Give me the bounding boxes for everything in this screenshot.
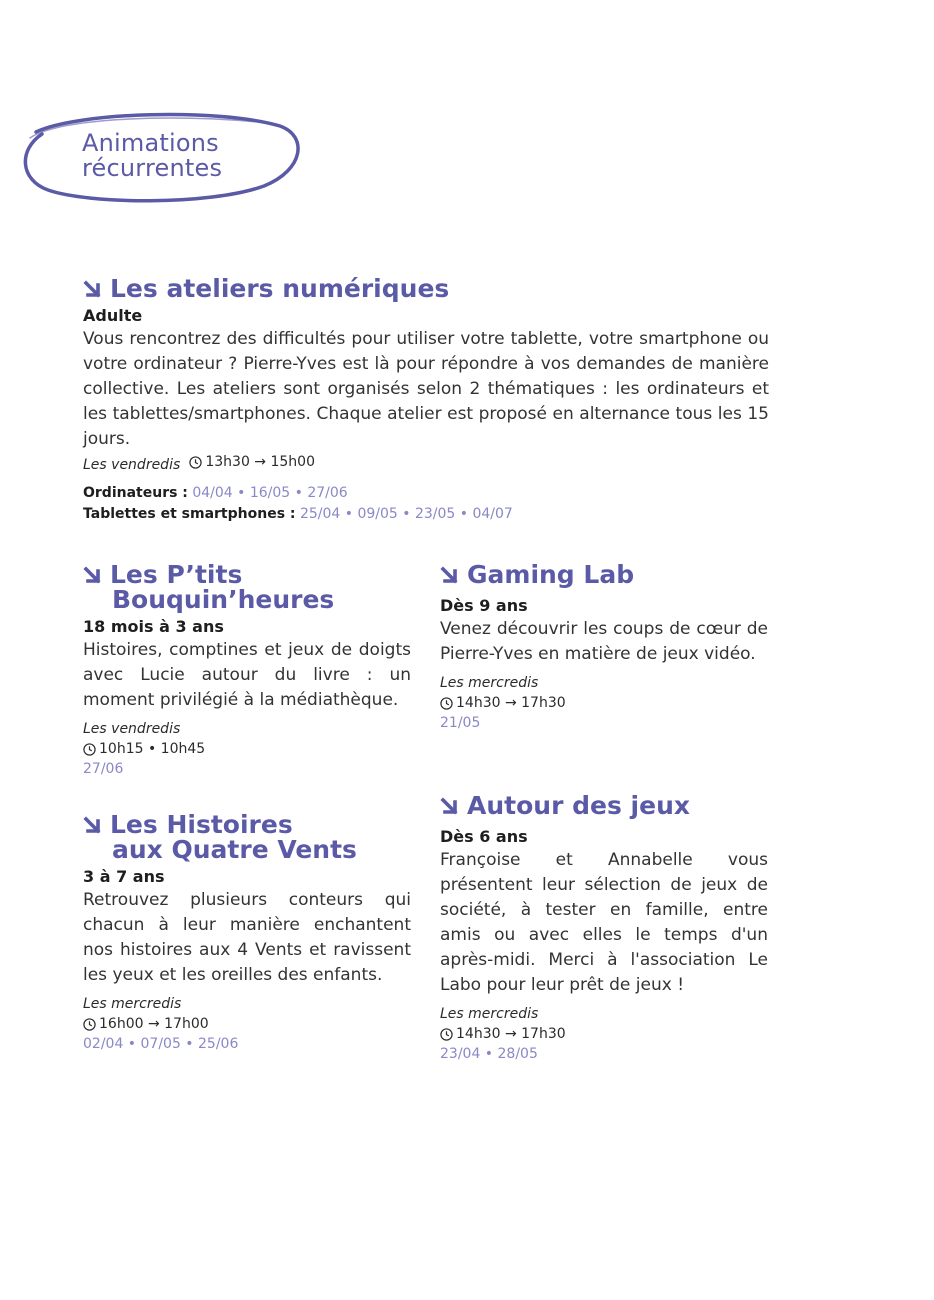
- arrow-down-right-icon: [83, 280, 103, 300]
- section-gaming-lab: [440, 562, 768, 734]
- section-ateliers-numeriques: [83, 276, 769, 525]
- description: Histoires, comptines et jeux de doigts avec Lucie autour du livre : un moment privilégié à la médiathèque.: [83, 640, 411, 710]
- section-histoires-quatre-vents: [83, 812, 411, 1055]
- description: Françoise et Annabelle vous présentent leur sélection de jeux de société, à tester en famille, entre amis ou avec elles le temps d'un après-midi. Merci à l'association Le Labo pour leur prêt de jeux !: [440, 850, 768, 995]
- schedule-day: Les mercredis: [440, 1006, 539, 1022]
- schedule-time: [189, 452, 315, 472]
- description: Retrouvez plusieurs conteurs qui chacun à leur manière enchantent nos histoires aux 4 Vents et ravissent les yeux et les oreilles des enfants.: [83, 890, 411, 985]
- schedule-day: Les mercredis: [440, 675, 539, 691]
- clock-icon: [189, 456, 202, 469]
- row-dates: 25/04 • 09/05 • 23/05 • 04/07: [299, 505, 513, 522]
- title-line-2: aux Quatre Vents: [112, 835, 357, 864]
- arrow-down-right-icon: [440, 797, 460, 817]
- schedule-time: [440, 1024, 768, 1044]
- clock-icon: [83, 1018, 96, 1031]
- badge-line-2: récurrentes: [82, 154, 223, 182]
- row-label: Tablettes et smartphones :: [83, 505, 296, 522]
- time-text: 13h30 → 15h00: [205, 454, 315, 470]
- dates-row-ordinateurs: [83, 483, 769, 504]
- time-text: 14h30 → 17h30: [456, 1026, 566, 1042]
- section-title: [83, 812, 411, 862]
- title-line-2: Bouquin’heures: [112, 585, 335, 614]
- title-text: Gaming Lab: [467, 560, 635, 589]
- dates: 02/04 • 07/05 • 25/06: [83, 1036, 239, 1052]
- description: Vous rencontrez des difficultés pour utiliser votre tablette, votre smartphone ou votre ordinateur ? Pierre-Yves est là pour répondre à vos demandes de manière collective. Les ateliers sont organisés selon 2 thématiques : les ordinateurs et les tablettes/smartphones. Chaque atelier est proposé en alternance tous les 15 jours.: [83, 329, 769, 449]
- dates-row-tablettes: [83, 504, 769, 525]
- title-line-1: Les Histoires: [110, 810, 293, 839]
- time-text: 16h00 → 17h00: [99, 1016, 209, 1032]
- schedule-day: Les vendredis: [83, 721, 181, 737]
- clock-icon: [83, 743, 96, 756]
- dates: 21/05: [440, 715, 481, 731]
- section-title: [440, 793, 768, 818]
- description: Venez découvrir les coups de cœur de Pierre-Yves en matière de jeux vidéo.: [440, 619, 768, 664]
- schedule-day: Les vendredis: [83, 456, 181, 473]
- time-text: 10h15 • 10h45: [99, 741, 206, 757]
- section-title: [440, 562, 768, 587]
- section-ptits-bouquinheures: [83, 562, 411, 780]
- dates: 23/04 • 28/05: [440, 1046, 538, 1062]
- section-title: [83, 562, 411, 612]
- badge-title: [82, 131, 222, 181]
- schedule-time: [83, 739, 411, 759]
- arrow-down-right-icon: [83, 566, 103, 586]
- title-line-1: Les P’tits: [110, 560, 243, 589]
- time-text: 14h30 → 17h30: [456, 695, 566, 711]
- schedule-time: [83, 1014, 411, 1034]
- audience-label: 3 à 7 ans: [83, 867, 165, 886]
- audience-label: Dès 6 ans: [440, 827, 528, 846]
- schedule-day: Les mercredis: [83, 996, 182, 1012]
- clock-icon: [440, 697, 453, 710]
- section-title: [83, 276, 769, 301]
- arrow-down-right-icon: [440, 566, 460, 586]
- title-text: Autour des jeux: [467, 791, 690, 820]
- section-badge: [18, 108, 302, 208]
- audience-label: 18 mois à 3 ans: [83, 617, 224, 636]
- row-label: Ordinateurs :: [83, 484, 188, 501]
- title-text: Les ateliers numériques: [110, 274, 450, 303]
- section-autour-des-jeux: [440, 793, 768, 1065]
- clock-icon: [440, 1028, 453, 1041]
- arrow-down-right-icon: [83, 816, 103, 836]
- dates: 27/06: [83, 761, 124, 777]
- schedule-time: [440, 693, 768, 713]
- row-dates: 04/04 • 16/05 • 27/06: [192, 484, 348, 501]
- badge-line-1: Animations: [82, 129, 219, 157]
- audience-label: Dès 9 ans: [440, 596, 528, 615]
- audience-label: Adulte: [83, 306, 143, 325]
